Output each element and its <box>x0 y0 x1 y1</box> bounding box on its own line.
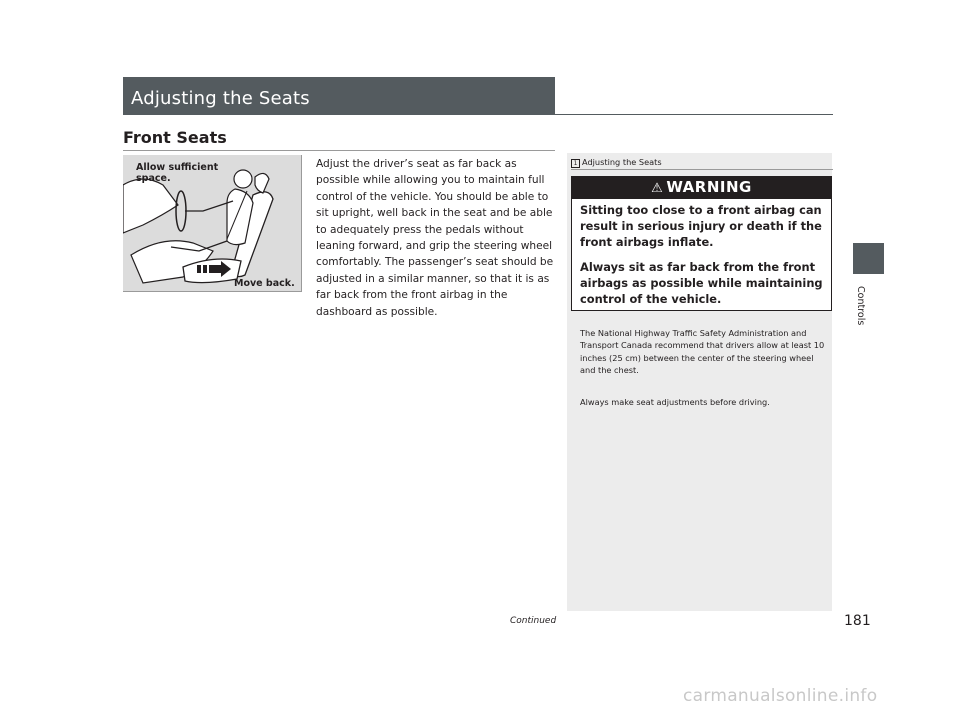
seat-position-illustration <box>123 155 302 292</box>
section-divider <box>123 150 555 151</box>
chapter-tab-label: Controls <box>855 286 866 326</box>
chapter-tab <box>853 243 884 274</box>
side-note-heading <box>571 157 662 168</box>
warning-triangle-icon: ⚠ <box>651 181 664 196</box>
section-title: Front Seats <box>123 128 227 147</box>
warning-paragraph-2: Always sit as far back from the front airbags as possible while maintaining control of the vehicle. <box>580 260 823 306</box>
body-paragraph: Adjust the driver’s seat as far back as possible while allowing you to maintain full control of the vehicle. You should be able to sit upright, well back in the seat and be able to adequately press the pedals without leaning forward, and grip the steering wheel comfortably. The passenger’s seat should be adjusted in a similar manner, so that it is as far back from the front airbag in the dashboard as possible. <box>316 158 554 318</box>
page-title: Adjusting the Seats <box>131 88 310 109</box>
move-back-label: Move back. <box>234 278 295 289</box>
side-note-heading-text: Adjusting the Seats <box>582 157 662 167</box>
warning-paragraph-1: Sitting too close to a front airbag can result in serious injury or death if the front airbags inflate. <box>580 203 822 249</box>
space-label: Allow sufficient space. <box>136 162 219 184</box>
banner-rule <box>555 114 833 115</box>
warning-title-text: WARNING <box>666 178 752 196</box>
warning-title <box>571 178 832 196</box>
continued-note: Continued <box>510 616 557 626</box>
side-note-rule <box>571 169 833 170</box>
reference-icon: 1 <box>571 159 580 168</box>
page-number: 181 <box>844 613 871 629</box>
note-paragraph-2: Always make seat adjustments before driving. <box>580 397 770 407</box>
watermark: carmanualsonline.info <box>683 686 878 706</box>
note-paragraph-1: The National Highway Traffic Safety Administration and Transport Canada recommend that drivers allow at least 10 inches (25 cm) between the center of the steering wheel and the chest. <box>580 328 825 376</box>
